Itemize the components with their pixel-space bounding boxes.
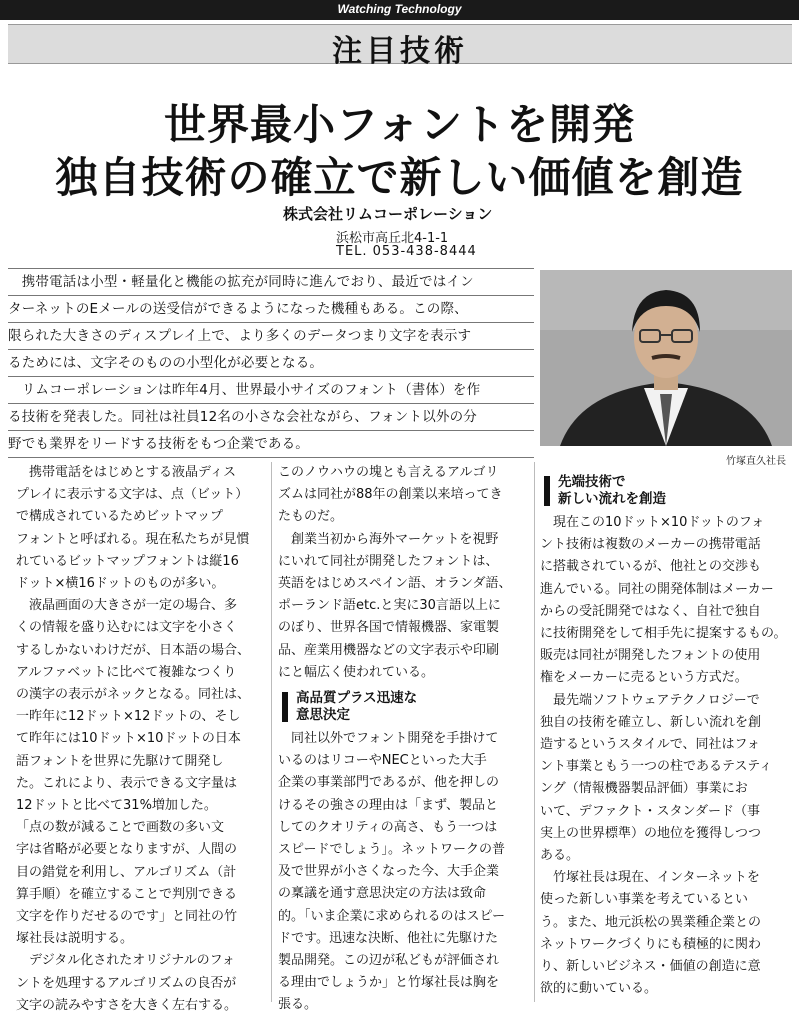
headline-line-2: 独自技術の確立で新しい価値を創造 <box>55 153 744 202</box>
body-line: 進んでいる。同社の開発体制はメーカー <box>540 581 774 597</box>
body-line: 目の錯覚を利用し、アルゴリズム（計 <box>16 864 237 880</box>
lead-line: るためには、文字そのものの小型化が必要となる。 <box>8 349 534 376</box>
subheading-line: 高品質プラス迅速な <box>296 690 418 707</box>
lead-box <box>8 268 534 450</box>
body-line: 文字を作りだせるのです」と同社の竹 <box>16 909 238 925</box>
body-line: プレイに表示する文字は、点（ビット） <box>16 487 249 503</box>
body-line: のぼり、世界各国で情報機器、家電製 <box>278 620 500 636</box>
body-line: れているビットマップフォントは縦16 <box>16 553 239 569</box>
body-line: 一昨年に12ドット×12ドットの、そし <box>16 709 241 725</box>
body-line: ある。 <box>540 848 580 864</box>
body-line: 及で世界が小さくなった今、大手企業 <box>278 864 500 880</box>
body-line: ポーランド語etc.と実に30言語以上に <box>278 598 501 614</box>
body-line: 12ドットと比べて31%増加した。 <box>16 798 217 814</box>
body-line: からの受託開発ではなく、自社で独自 <box>540 603 761 619</box>
body-line: するしかないわけだが、日本語の場合、 <box>16 642 251 658</box>
company-address: 浜松市高丘北4-1-1 <box>336 231 449 246</box>
column-divider <box>271 462 272 1002</box>
body-line: デジタル化されたオリジナルのフォ <box>16 953 235 969</box>
body-line: 製品開発。この辺が私どもが評価され <box>278 953 500 969</box>
subheading-innovation <box>540 474 792 508</box>
body-line: 竹塚社長は現在、インターネットを <box>540 870 760 886</box>
body-line: 液晶画面の大きさが一定の場合、多 <box>16 598 238 614</box>
body-line: る理由でしょうか」と竹塚社長は胸を <box>278 975 500 991</box>
body-line: の漢字の表示がネックとなる。同社は、 <box>16 687 251 703</box>
subheading-quality <box>278 690 530 724</box>
body-line: いて、デファクト・スタンダード（事 <box>540 803 760 819</box>
body-line: 同社以外でフォント開発を手掛けて <box>278 731 499 747</box>
section-title: 注目技術 <box>332 34 468 69</box>
body-line: くの情報を盛り込むには文字を小さく <box>16 620 238 636</box>
body-line: り、新しいビジネス・価値の創造に意 <box>540 959 761 975</box>
body-line: フォントと呼ばれる。現在私たちが見慣 <box>16 531 250 547</box>
subheading-marker <box>544 476 550 506</box>
body-line: 字は省略が必要となりますが、人間の <box>16 842 238 858</box>
body-line: 造するというスタイルで、同社はフォ <box>540 737 760 753</box>
column-3 <box>540 462 792 1000</box>
body-line: 使った新しい事業を考えているとい <box>540 892 749 908</box>
subheading-line: 先端技術で <box>558 474 626 490</box>
body-line: たものだ。 <box>278 509 344 525</box>
lead-line: 野でも業界をリードする技術をもつ企業である。 <box>8 430 534 458</box>
photo-caption: 竹塚直久社長 <box>726 456 786 467</box>
body-line: 実上の世界標準）の地位を獲得しつつ <box>540 825 762 841</box>
body-line: ドット×横16ドットのものが多い。 <box>16 576 225 592</box>
lead-line: ターネットのEメールの送受信ができるようになった機種もある。この際、 <box>8 295 534 322</box>
body-line: ドです。迅速な決断、他社に先駆けた <box>278 930 498 946</box>
column-1 <box>16 462 264 1017</box>
subheading-line: 意思決定 <box>296 707 350 724</box>
body-line: て昨年には10ドット×10ドットの日本 <box>16 731 241 747</box>
body-line: 英語をはじめスペイン語、オランダ語、 <box>278 576 512 592</box>
portrait-illustration <box>540 270 792 446</box>
headline-line-1: 世界最小フォントを開発 <box>164 100 635 149</box>
company-tel: TEL. 053-438-8444 <box>336 244 477 259</box>
body-line: にと幅広く使われている。 <box>278 664 435 680</box>
body-line: ント事業ともう一つの柱であるテスティ <box>540 759 773 775</box>
body-line: 企業の事業部門であるが、他を押しの <box>278 775 500 791</box>
president-photo <box>540 270 792 446</box>
body-line: 「点の数が減ることで画数の多い文 <box>16 820 225 836</box>
body-line: いるのはリコーやNECといった大手 <box>278 753 487 769</box>
body-line: 携帯電話をはじめとする液晶ディス <box>16 465 236 480</box>
column-divider <box>534 462 535 1002</box>
body-line: 算手順）を確立することで判別できる <box>16 886 238 902</box>
body-line: 文字の読みやすさを大きく左右する。 <box>16 997 238 1013</box>
body-line: ズムは同社が88年の創業以来培ってき <box>278 487 503 503</box>
body-line: で構成されているためビットマップ <box>16 509 223 525</box>
body-line: にいれて同社が開発したフォントは、 <box>278 553 499 569</box>
body-line: う。また、地元浜松の異業種企業との <box>540 914 762 930</box>
body-line: た。これにより、表示できる文字量は <box>16 775 238 791</box>
subheading-marker <box>282 692 288 722</box>
body-line: 独自の技術を確立し、新しい流れを創 <box>540 714 762 730</box>
body-line: の稟議を通す意思決定の方法は致命 <box>278 886 487 902</box>
body-line: ント技術は複数のメーカーの携帯電話 <box>540 537 761 553</box>
subheading-line: 新しい流れを創造 <box>558 491 666 507</box>
body-line: 権をメーカーに売るという方式だ。 <box>540 670 748 686</box>
body-line: 欲的に動いている。 <box>540 981 658 997</box>
body-line: に技術開発をして相手先に提案するもの。 <box>540 626 787 642</box>
lead-line: 携帯電話は小型・軽量化と機能の拡充が同時に進んでおり、最近ではイン <box>8 268 534 295</box>
body-line: ネットワークづくりにも積極的に関わ <box>540 936 762 952</box>
column-2 <box>278 462 530 1017</box>
body-line: 品、産業用機器などの文字表示や印刷 <box>278 642 500 658</box>
body-line: してのクオリティの高さ、もう一つは <box>278 819 498 835</box>
body-line: 最先端ソフトウェアテクノロジーで <box>540 692 760 708</box>
body-line: 塚社長は説明する。 <box>16 931 134 947</box>
body-line: 販売は同社が開発したフォントの使用 <box>540 648 761 664</box>
body-line: 語フォントを世界に先駆けて開発し <box>16 753 224 769</box>
lead-line: 限られた大きさのディスプレイ上で、より多くのデータつまり文字を表示す <box>8 322 534 349</box>
body-line: に搭載されているが、他社との交渉も <box>540 559 762 575</box>
body-line: ング（情報機器製品評価）事業にお <box>540 781 748 797</box>
header-label: Watching Technology <box>337 2 462 16</box>
body-line: このノウハウの塊とも言えるアルゴリ <box>278 465 499 480</box>
body-line: ントを処理するアルゴリズムの良否が <box>16 975 237 991</box>
body-line: 創業当初から海外マーケットを視野 <box>278 531 499 547</box>
body-line: 現在この10ドット×10ドットのフォ <box>540 515 765 530</box>
body-line: スピードでしょう」。ネットワークの普 <box>278 842 505 858</box>
body-line: 張る。 <box>278 997 318 1013</box>
body-line: アルファベットに比べて複雑なつくり <box>16 664 237 680</box>
lead-line: リムコーポレーションは昨年4月、世界最小サイズのフォント（書体）を作 <box>8 376 534 403</box>
company-name: 株式会社リムコーポレーション <box>283 205 493 223</box>
body-line: 的。「いま企業に求められるのはスピー <box>278 908 505 924</box>
body-line: けるその強さの理由は「まず、製品と <box>278 797 498 813</box>
lead-line: る技術を発表した。同社は社員12名の小さな会社ながら、フォント以外の分 <box>8 403 534 430</box>
